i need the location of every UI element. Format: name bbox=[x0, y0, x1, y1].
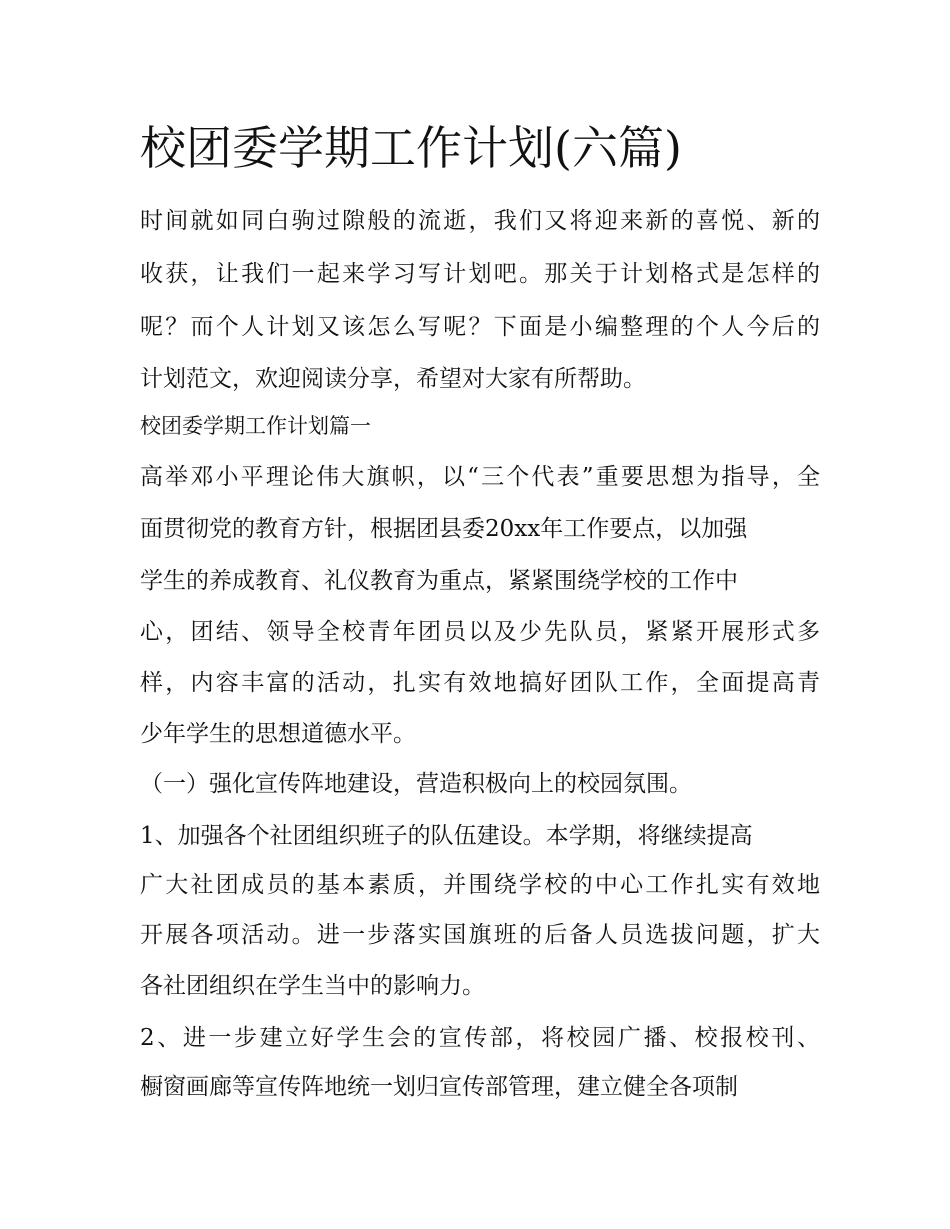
intro-line: 时间就如同白驹过隙般的流逝，我们又将迎来新的喜悦、新的 bbox=[140, 208, 820, 234]
paragraph-line: 高举邓小平理论伟大旗帜，以“三个代表”重要思想为指导，全 bbox=[140, 464, 820, 490]
paragraph-line: 少年学生的思想道德水平。 bbox=[140, 721, 416, 747]
intro-line: 呢？而个人计划又该怎么写呢？下面是小编整理的个人今后的 bbox=[140, 314, 820, 340]
subheading: （一）强化宣传阵地建设，营造积极向上的校园氛围。 bbox=[140, 771, 692, 797]
item-line: 橱窗画廊等宣传阵地统一划归宣传部管理，建立健全各项制 bbox=[140, 1074, 738, 1100]
document-title: 校团委学期工作计划(六篇) bbox=[140, 121, 682, 175]
intro-line: 计划范文，欢迎阅读分享，希望对大家有所帮助。 bbox=[140, 366, 646, 392]
item-line: 各社团组织在学生当中的影响力。 bbox=[140, 973, 485, 999]
item-line: 2、进一步建立好学生会的宣传部，将校园广播、校报校刊、 bbox=[140, 1025, 820, 1051]
paragraph-line: 样，内容丰富的活动，扎实有效地搞好团队工作，全面提高青 bbox=[140, 670, 820, 696]
item-line: 广大社团成员的基本素质，并围绕学校的中心工作扎实有效地 bbox=[140, 872, 820, 898]
intro-line: 收获，让我们一起来学习写计划吧。那关于计划格式是怎样的 bbox=[140, 261, 820, 287]
item-line: 1、加强各个社团组织班子的队伍建设。本学期，将继续提高 bbox=[140, 823, 753, 849]
paragraph-line: 学生的养成教育、礼仪教育为重点，紧紧围绕学校的工作中 bbox=[140, 568, 738, 594]
paragraph-line: 心，团结、领导全校青年团员以及少先队员，紧紧开展形式多 bbox=[140, 619, 820, 645]
section-heading: 校团委学期工作计划篇一 bbox=[140, 414, 371, 438]
item-line: 开展各项活动。进一步落实国旗班的后备人员选拔问题，扩大 bbox=[140, 922, 820, 948]
paragraph-line: 面贯彻党的教育方针，根据团县委20xx年工作要点，以加强 bbox=[140, 516, 748, 542]
